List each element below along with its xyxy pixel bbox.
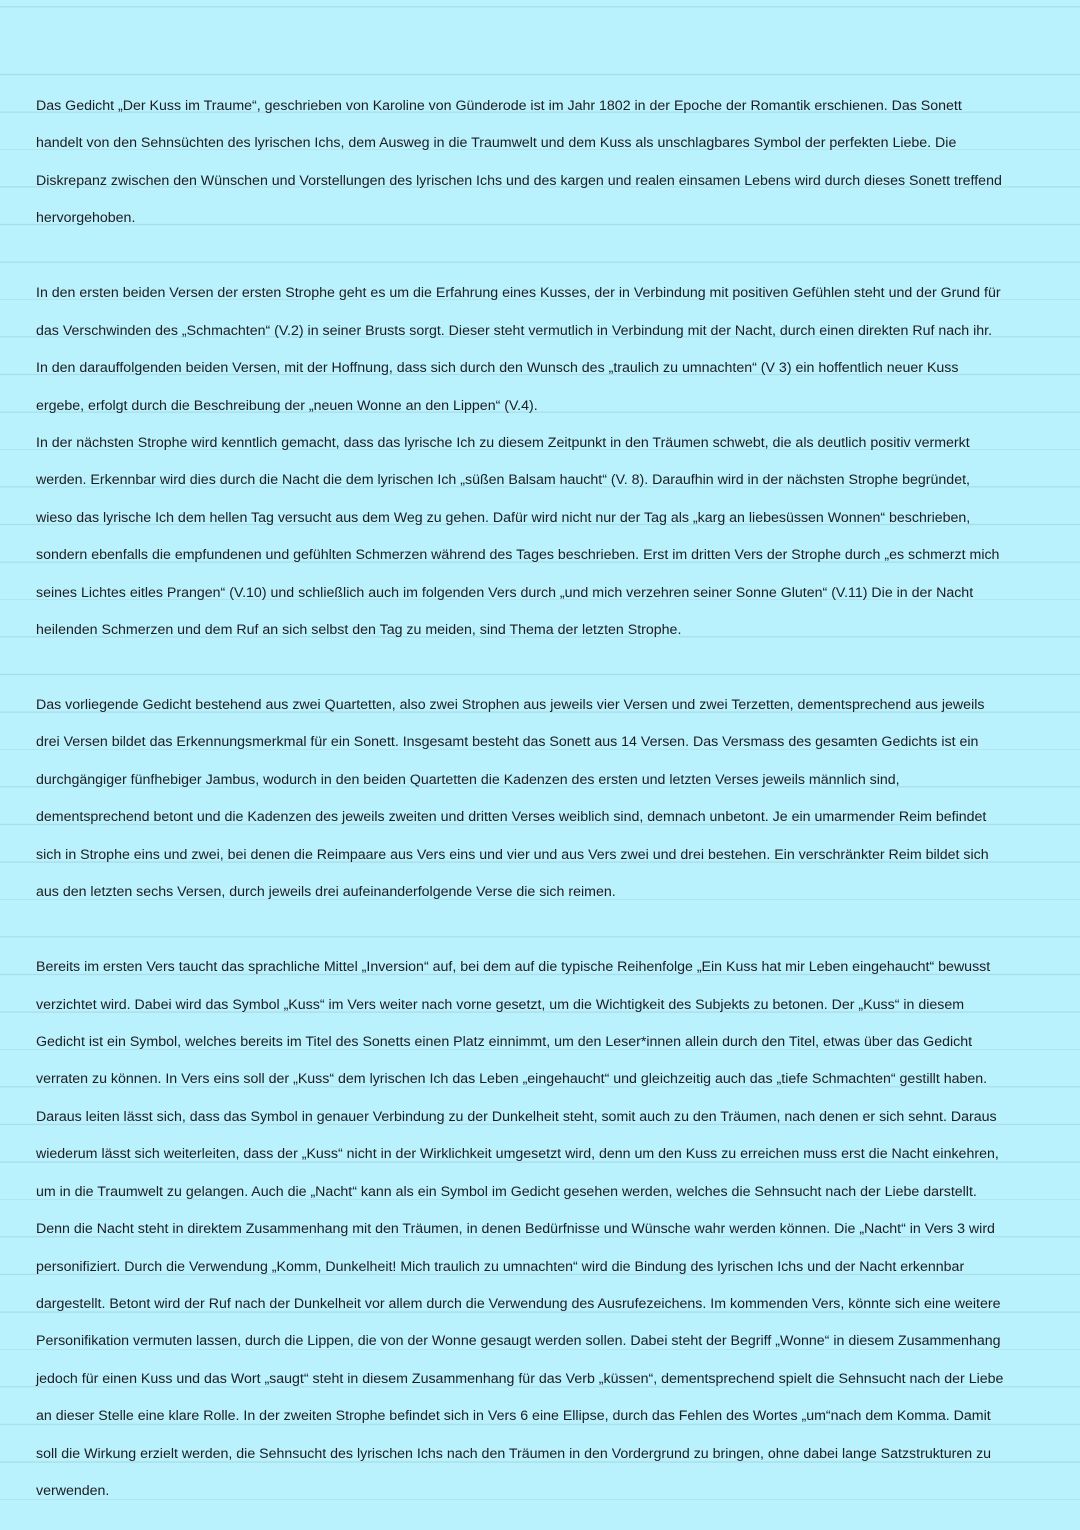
paragraph-language-analysis — [36, 954, 1046, 1516]
text-line: drei Versen bildet das Erkennungsmerkmal für ein Sonett. Insgesamt besteht das Sonett aus 14 Versen. Das Versmass des gesamten Gedichts ist ein — [36, 734, 979, 751]
text-line: Das vorliegende Gedicht bestehend aus zwei Quartetten, also zwei Strophen aus jeweils vier Versen und zwei Terzetten, dementsprechend aus jeweils — [36, 697, 985, 713]
text-line: soll die Wirkung erzielt werden, die Sehnsucht des lyrischen Ichs nach den Träumen in den Vordergrund zu bringen, ohne dabei lange Satzstrukturen zu — [36, 1445, 992, 1462]
text-line: In den darauffolgenden beiden Versen, mit der Hoffnung, dass sich durch den Wunsch des „traulich zu umnachten“ (V 3) ein hoffentlich neuer Kuss — [36, 360, 959, 377]
text-line: Daraus leiten lässt sich, dass das Symbol in genauer Verbindung zu der Dunkelheit steht, somit auch zu den Träumen, nach denen er sich sehnt. Daraus — [36, 1108, 997, 1125]
text-line: an dieser Stelle eine klare Rolle. In der zweiten Strophe befindet sich in Vers 6 eine Ellipse, durch das Fehlen des Wortes „um“nach dem Komma. Damit — [36, 1408, 991, 1425]
paragraph-gap — [36, 243, 1046, 280]
text-line: wieso das lyrische Ich dem hellen Tag versucht aus dem Weg zu gehen. Dafür wird nicht nur der Tag als „karg an liebesüssen Wonnen“ beschrieben, — [36, 509, 971, 526]
text-line: durchgängiger fünfhebiger Jambus, wodurch in den beiden Quartetten die Kadenzen des ersten und letzten Verses jeweils männlich sind, — [36, 771, 900, 788]
text-line: wiederum lässt sich weiterleiten, dass der „Kuss“ nicht in der Wirklichkeit umgesetzt wird, denn um den Kuss zu erreichen muss erst die Nacht einkehren, — [36, 1146, 999, 1163]
text-line: werden. Erkennbar wird dies durch die Nacht die dem lyrischen Ich „süßen Balsam haucht“ (V. 8). Daraufhin wird in der nächsten Strophe begründet, — [36, 472, 970, 489]
text-line: aus den letzten sechs Versen, durch jeweils drei aufeinanderfolgende Verse die sich reimen. — [36, 884, 616, 901]
text-line: seines Lichtes eitles Prangen“ (V.10) und schließlich auch im folgenden Vers durch „und mich verzehren seiner Sonne Gluten“ (V.11) Die in der Nacht — [36, 584, 974, 601]
text-line: verwenden. — [36, 1483, 110, 1500]
text-line: In den ersten beiden Versen der ersten Strophe geht es um die Erfahrung eines Kusses, der in Verbindung mit positiven Gefühlen steht und der Grund für — [36, 285, 1001, 302]
text-line: heilenden Schmerzen und dem Ruf an sich selbst den Tag zu meiden, sind Thema der letzten Strophe. — [36, 622, 682, 639]
text-line: verzichtet wird. Dabei wird das Symbol „Kuss“ im Vers weiter nach vorne gesetzt, um die Wichtigkeit des Subjekts zu betonen. Der „Kuss“ in diesem — [36, 996, 965, 1013]
text-line: Gedicht ist ein Symbol, welches bereits im Titel des Sonetts einen Platz einnimmt, um den Leser*innen allein durch den Titel, etwas über das Gedicht — [36, 1033, 973, 1050]
text-line: personifiziert. Durch die Verwendung „Komm, Dunkelheit! Mich traulich zu umnachten“ wird die Bindung des lyrischen Ichs und der Nacht erkennbar — [36, 1258, 965, 1275]
text-line: In der nächsten Strophe wird kenntlich gemacht, dass das lyrische Ich zu diesem Zeitpunkt in den Träumen schwebt, die als deutlich positiv vermerkt — [36, 434, 970, 451]
text-line: verraten zu können. In Vers eins soll der „Kuss“ dem lyrischen Ich das Leben „eingehaucht“ und gleichzeitig auch das „tiefe Schmachten“ gestillt haben. — [36, 1071, 988, 1088]
text-line: dementsprechend betont und die Kadenzen des jeweils zweiten und dritten Verses weiblich sind, demnach unbetont. Je ein umarmender Reim befindet — [36, 809, 987, 826]
text-line: das Verschwinden des „Schmachten“ (V.2) in seiner Brusts sorgt. Dieser steht vermutlich in Verbindung mit der Nacht, durch einen direkten Ruf nach ihr. — [36, 322, 993, 339]
essay-text — [36, 93, 1046, 1516]
text-line: sondern ebenfalls die empfundenen und gefühlten Schmerzen während des Tages beschrieben. Erst im dritten Vers der Strophe durch „es schmerzt mich — [36, 547, 1000, 564]
text-line: Diskrepanz zwischen den Wünschen und Vorstellungen des lyrischen Ichs und des kargen und realen einsamen Lebens wird durch dieses Sonett treffend — [36, 172, 1002, 189]
text-line: Personifikation vermuten lassen, durch die Lippen, die von der Wonne gesaugt werden sollen. Dabei steht der Begriff „Wonne“ in diesem Zusammenhang — [36, 1333, 1001, 1350]
paragraph-content-summary — [36, 280, 1046, 654]
text-line: Bereits im ersten Vers taucht das sprachliche Mittel „Inversion“ auf, bei dem auf die typische Reihenfolge „Ein Kuss hat mir Leben eingehaucht“ bewusst — [36, 959, 991, 976]
text-line: dargestellt. Betont wird der Ruf nach der Dunkelheit vor allem durch die Verwendung des Ausrufezeichens. Im kommenden Vers, könnte sich eine weitere — [36, 1296, 1001, 1312]
paragraph-gap — [36, 655, 1046, 692]
text-line: um in die Traumwelt zu gelangen. Auch die „Nacht“ kann als ein Symbol im Gedicht gesehen werden, welches die Sehnsucht nach der Liebe darstellt. — [36, 1183, 977, 1200]
paragraph-form-analysis — [36, 692, 1046, 917]
paragraph-gap — [36, 917, 1046, 954]
text-line: hervorgehoben. — [36, 210, 136, 227]
text-line: Das Gedicht „Der Kuss im Traume“, geschrieben von Karoline von Günderode ist im Jahr 1802 in der Epoche der Romantik erschienen. Das Sonett — [36, 98, 962, 114]
text-line: handelt von den Sehnsüchten des lyrischen Ichs, dem Ausweg in die Traumwelt und dem Kuss als unschlagbares Symbol der perfekten Liebe. Die — [36, 135, 957, 152]
text-line: sich in Strophe eins und zwei, bei denen die Reimpaare aus Vers eins und vier und aus Vers zwei und drei bestehen. Ein verschränkter Reim bildet sich — [36, 846, 989, 863]
text-line: Denn die Nacht steht in direktem Zusammenhang mit den Träumen, in denen Bedürfnisse und Wünsche wahr werden können. Die „Nacht“ in Vers 3 wird — [36, 1221, 995, 1238]
text-line: jedoch für einen Kuss und das Wort „saugt“ steht in diesem Zusammenhang für das Verb „küssen“, dementsprechend spielt die Sehnsucht nach der Liebe — [36, 1370, 1004, 1387]
text-line: ergebe, erfolgt durch die Beschreibung der „neuen Wonne an den Lippen“ (V.4). — [36, 397, 538, 414]
paragraph-introduction — [36, 93, 1046, 243]
